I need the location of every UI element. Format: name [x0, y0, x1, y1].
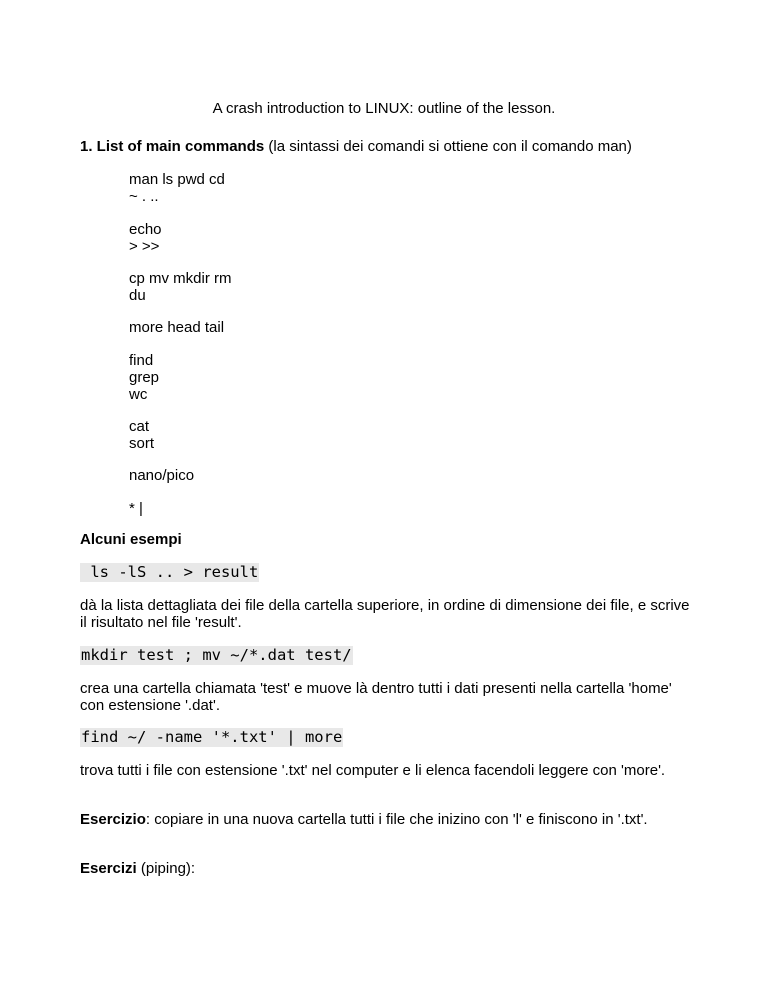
example-description: crea una cartella chiamata 'test' e muove là dentro tutti i dati presenti nella cartella 'home' con estensione '.dat'.: [80, 680, 672, 714]
command-line: du: [129, 287, 146, 304]
command-group: [129, 319, 224, 336]
command-line: > >>: [129, 238, 160, 255]
code-example: mkdir test ; mv ~/*.dat test/: [81, 646, 352, 664]
command-line: grep: [129, 369, 160, 386]
command-line: echo: [129, 221, 162, 238]
command-group: [129, 270, 232, 304]
command-line: ~ . ..: [129, 188, 159, 205]
command-line: cat: [129, 418, 150, 435]
code-example: find ~/ -name '*.txt' | more: [81, 728, 343, 746]
exercise-text: : copiare in una nuova cartella tutti i file che inizino con 'l' e finiscono in '.txt'.: [145, 811, 648, 828]
command-line: find: [129, 352, 154, 369]
code-example: ls -lS .. > result: [81, 563, 259, 581]
section-heading: [80, 138, 632, 155]
exercises-paragraph: [80, 860, 700, 877]
command-group: [129, 221, 162, 255]
command-group: [129, 418, 154, 452]
exercise-paragraph: [80, 811, 700, 828]
exercises-label: Esercizi: [80, 860, 137, 877]
command-line: * |: [129, 500, 143, 517]
command-group: [129, 171, 225, 205]
command-group: [129, 352, 159, 403]
document-title: A crash introduction to LINUX: outline of the lesson.: [212, 100, 556, 117]
exercises-text: (piping):: [136, 860, 196, 877]
example-description: dà la lista dettagliata dei file della cartella superiore, in ordine di dimensione dei file, e scrive il risultato nel file 'result'.: [80, 597, 690, 631]
exercise-label: Esercizio: [80, 811, 146, 828]
command-line: man ls pwd cd: [129, 171, 225, 188]
command-line: nano/pico: [129, 467, 195, 484]
command-group: [129, 500, 143, 517]
section-title: 1. List of main commands: [80, 138, 265, 155]
section-note: (la sintassi dei comandi si ottiene con il comando man): [264, 138, 632, 155]
command-line: wc: [129, 386, 148, 403]
command-group: [129, 467, 194, 484]
command-line: more head tail: [129, 319, 225, 336]
examples-heading: Alcuni esempi: [80, 531, 182, 548]
example-description: trova tutti i file con estensione '.txt' nel computer e li elenca facendoli leggere con 'more'.: [80, 762, 666, 779]
command-line: sort: [129, 435, 155, 452]
command-line: cp mv mkdir rm: [129, 270, 232, 287]
